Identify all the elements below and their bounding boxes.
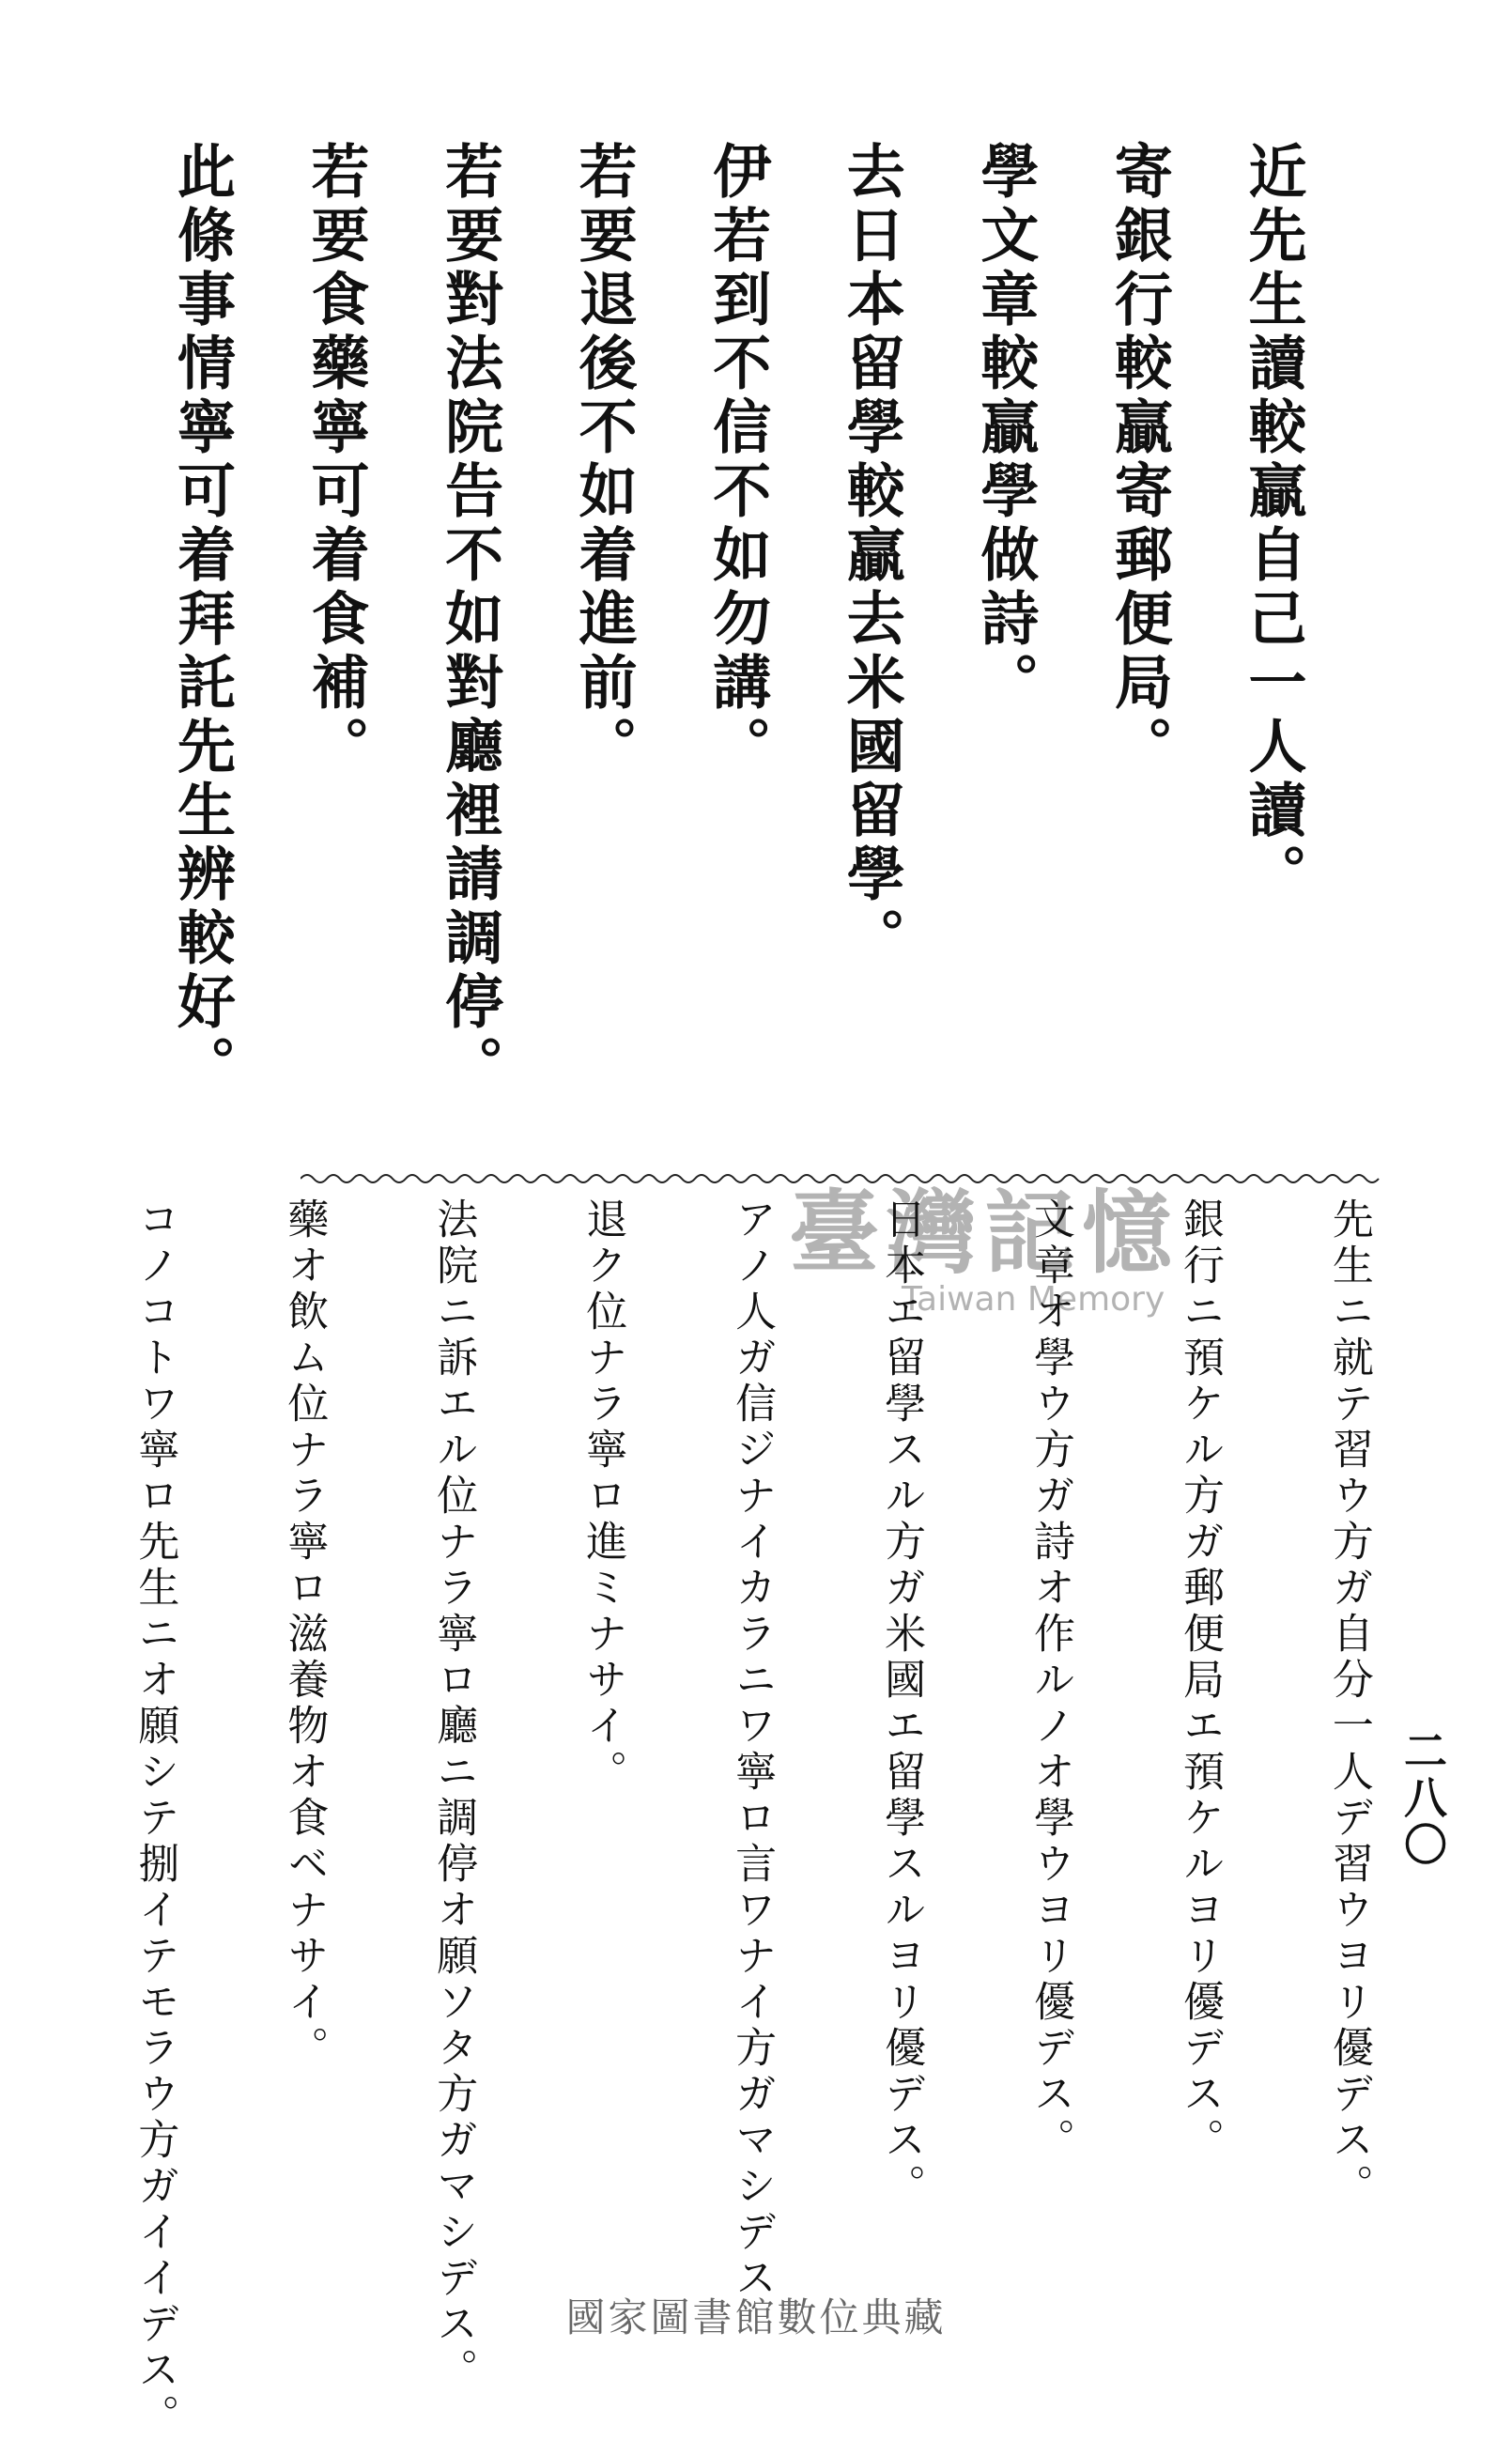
taiwanese-sentence: 若要退後不如着進前。 [569,141,639,780]
page-number: 二八〇 [1397,1728,1448,1869]
watermark-title: 臺灣記憶 [789,1180,1180,1286]
watermark-subtitle: Taiwan Memory [902,1280,1165,1319]
japanese-translation: 先生ニ就テ習ウ方ガ自分一人デ習ウヨリ優デス。 [1324,1197,1373,2210]
japanese-translation: 文章オ學ウ方ガ詩オ作ルノオ學ウヨリ優デス。 [1026,1197,1075,2164]
taiwanese-sentence: 此條事情寧可着拜託先生辨較好。 [167,141,237,1099]
japanese-translation: 藥オ飲ム位ナラ寧ロ滋養物オ食ベナサイ。 [280,1197,329,2072]
japanese-translation: コノコトワ寧ロ先生ニオ願シテ捌イテモラウ方ガイイデス。 [131,1197,179,2440]
japanese-translation: 銀行ニ預ケル方ガ郵便局エ預ケルヨリ優デス。 [1175,1197,1224,2164]
taiwanese-sentence: 學文章較贏學做詩。 [970,141,1040,716]
taiwanese-sentence: 去日本留學較贏去米國留學。 [837,141,906,971]
taiwanese-sentence: 近先生讀較贏自己一人讀。 [1238,141,1307,907]
taiwanese-sentence: 伊若到不信不如勿講。 [702,141,772,780]
taiwanese-sentences [169,141,1305,1136]
taiwanese-sentence: 若要對法院告不如對廳裡請調停。 [435,141,504,1099]
footer-credit: 國家圖書館數位典藏 [565,2294,947,2340]
taiwanese-sentence: 寄銀行較贏寄郵便局。 [1104,141,1174,780]
taiwanese-sentence: 若要食藥寧可着食補。 [301,141,370,780]
japanese-translation: 退ク位ナラ寧ロ進ミナサイ。 [579,1197,627,1796]
wavy-divider [301,1169,1381,1188]
japanese-translation: 日本エ留學スル方ガ米國エ留學スルヨリ優デス。 [877,1197,926,2210]
japanese-translation: アノ人ガ信ジナイカラニワ寧ロ言ワナイ方ガマシデス [728,1197,777,2302]
japanese-translation: 法院ニ訴エル位ナラ寧ロ廳ニ調停オ願ソタ方ガマシデス。 [429,1197,478,2394]
